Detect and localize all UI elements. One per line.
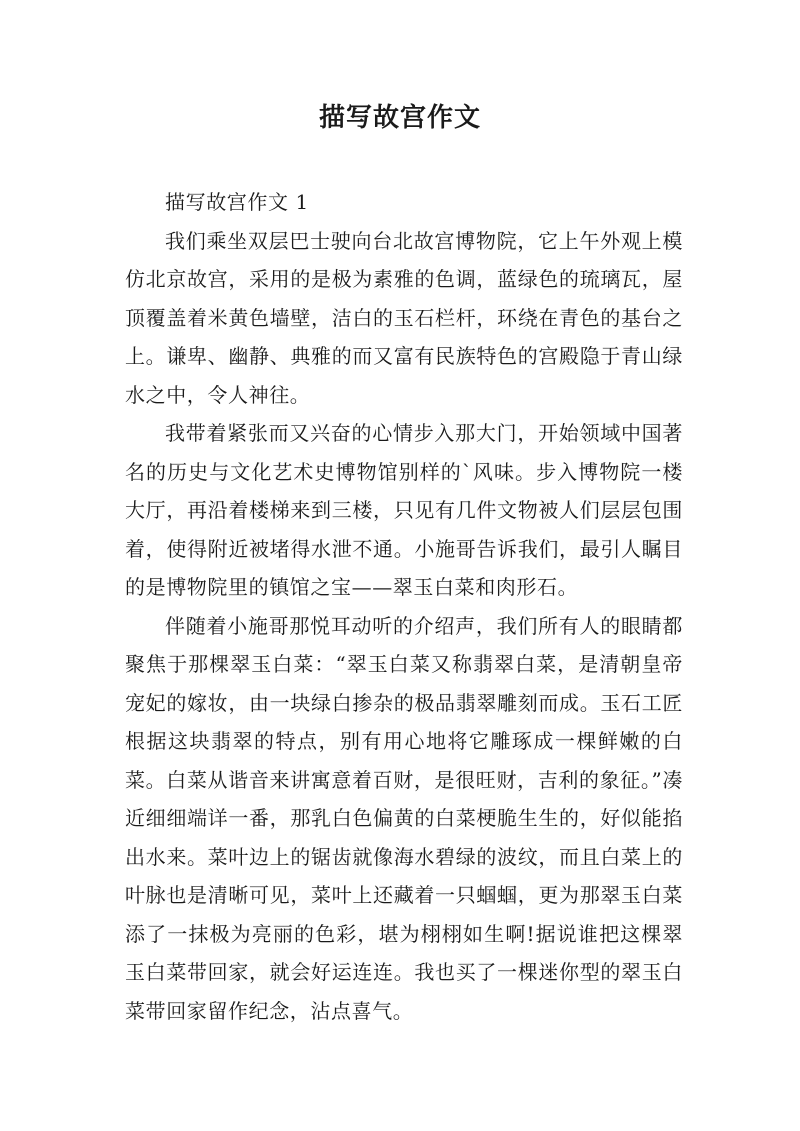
document-title: 描写故宫作文 bbox=[318, 103, 481, 133]
paragraph-3: 伴随着小施哥那悦耳动听的介绍声，我们所有人的眼睛都聚焦于那棵翠玉白菜：“翠玉白菜又称翡翠白菜，是清朝皇帝宠妃的嫁妆，由一块绿白掺杂的极品翡翠雕刻而成。玉石工匠根据这块翡翠的特点，别有用心地将它雕琢成一棵鲜嫩的白菜。白菜从谐音来讲寓意着百财，是很旺财，吉利的象征。”凑近细细端详一番，那乳白色偏黄的白菜梗脆生生的，好似能掐出水来。菜叶边上的锯齿就像海水碧绿的波纹，而且白菜上的叶脉也是清晰可见，菜叶上还藏着一只蝈蝈，更为那翠玉白菜添了一抹极为亮丽的色彩，堪为栩栩如生啊!据说谁把这棵翠玉白菜带回家，就会好运连连。我也买了一棵迷你型的翠玉白菜带回家留作纪念，沾点喜气。 bbox=[125, 613, 683, 1023]
document-body bbox=[125, 183, 683, 1030]
paragraph-2: 我带着紧张而又兴奋的心情步入那大门，开始领域中国著名的历史与文化艺术史博物馆别样的`风味。步入博物院一楼大厅，再沿着楼梯来到三楼，只见有几件文物被人们层层包围着，使得附近被堵得水泄不通。小施哥告诉我们，最引人瞩目的是博物院里的镇馆之宝——翠玉白菜和肉形石。 bbox=[125, 421, 683, 599]
section-subtitle: 描写故宫作文 1 bbox=[165, 190, 309, 214]
paragraph-1: 我们乘坐双层巴士驶向台北故宫博物院，它上午外观上模仿北京故宫，采用的是极为素雅的色调，蓝绿色的琉璃瓦，屋顶覆盖着米黄色墙壁，洁白的玉石栏杆，环绕在青色的基台之上。谦卑、幽静、典雅的而又富有民族特色的宫殿隐于青山绿水之中，令人神往。 bbox=[125, 228, 683, 407]
